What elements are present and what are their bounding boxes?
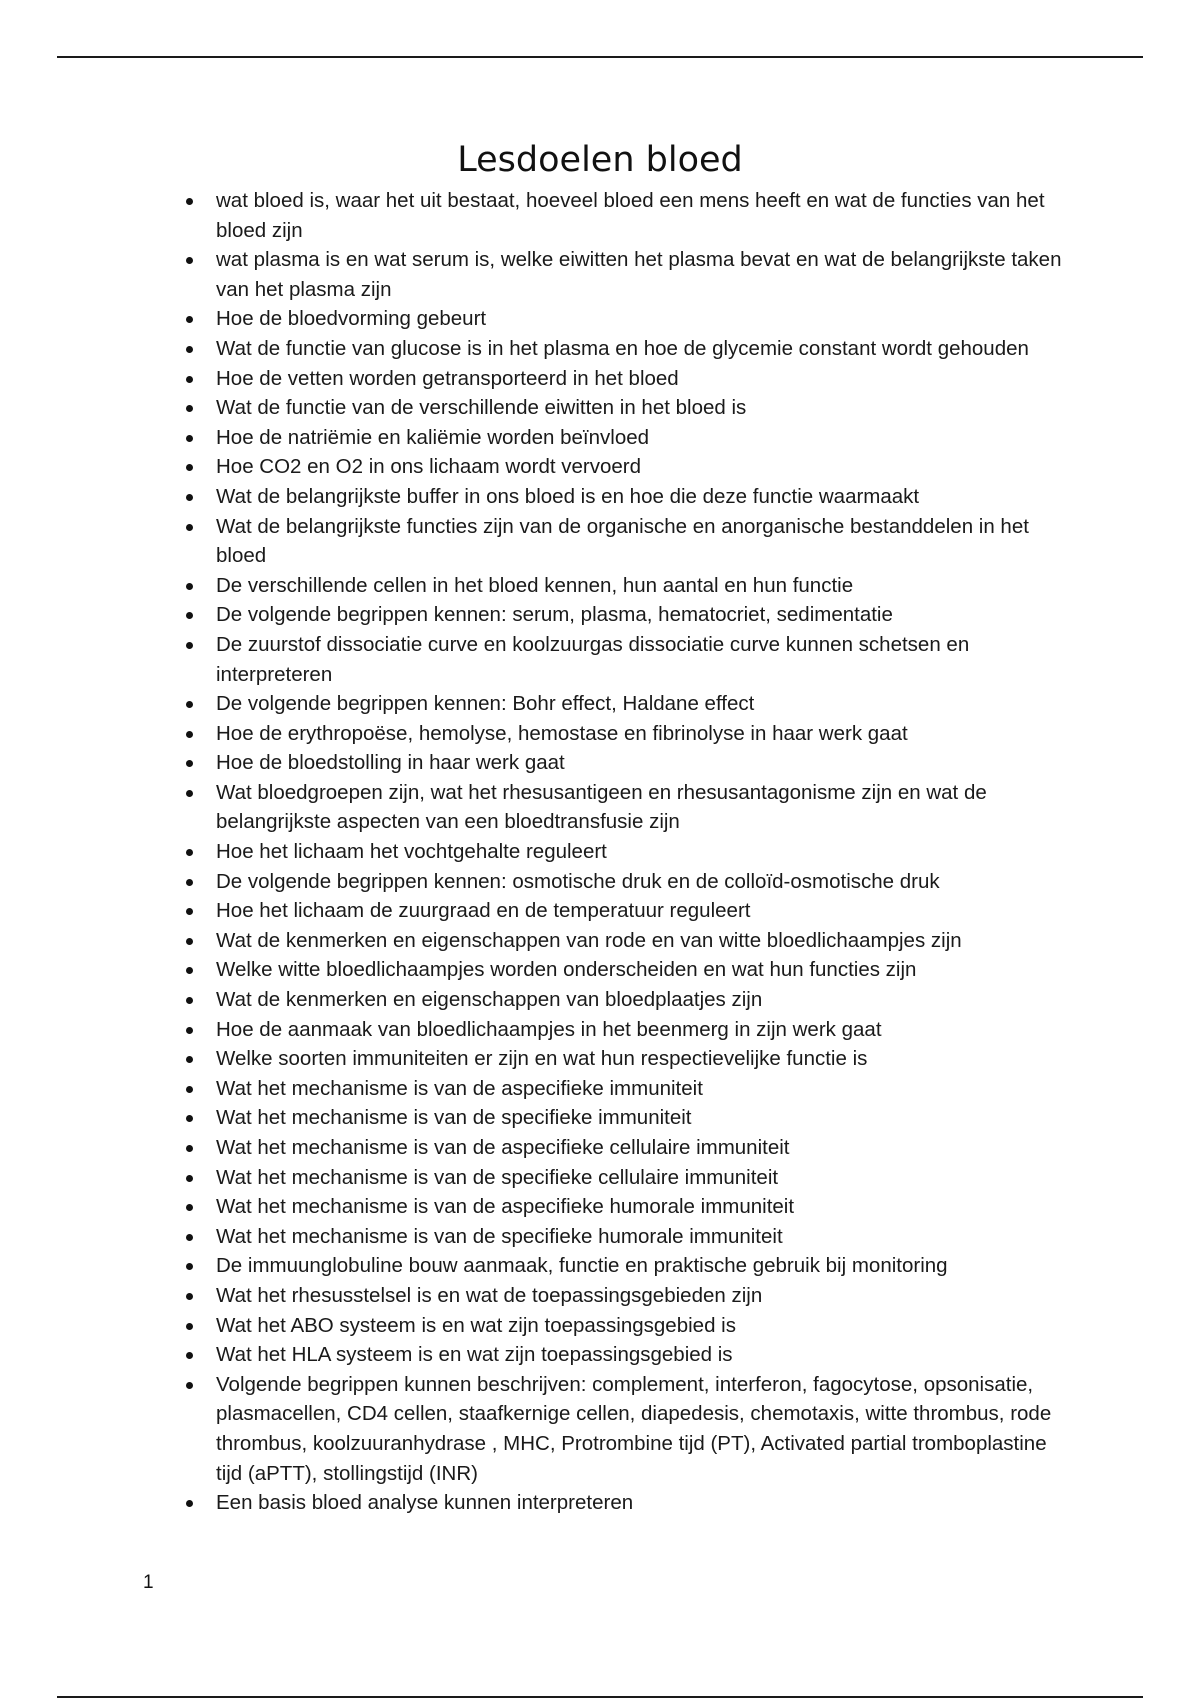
goal-item: Hoe CO2 en O2 in ons lichaam wordt vervoerd [216,452,1076,482]
goal-item: De verschillende cellen in het bloed kennen, hun aantal en hun functie [216,571,1076,601]
goal-item: wat bloed is, waar het uit bestaat, hoeveel bloed een mens heeft en wat de functies van het bloed zijn [216,186,1076,245]
goal-item: Wat het mechanisme is van de aspecifieke immuniteit [216,1074,1076,1104]
goal-item: Wat bloedgroepen zijn, wat het rhesusantigeen en rhesusantagonisme zijn en wat de belangrijkste aspecten van een bloedtransfusie zijn [216,778,1076,837]
page-number: 1 [143,1572,154,1593]
footer-rule [57,1696,1143,1698]
goal-item: Wat de kenmerken en eigenschappen van rode en van witte bloedlichaampjes zijn [216,926,1076,956]
goal-item: De zuurstof dissociatie curve en koolzuurgas dissociatie curve kunnen schetsen en interpreteren [216,630,1076,689]
goal-item: Wat het mechanisme is van de specifieke immuniteit [216,1103,1076,1133]
goal-item: Welke witte bloedlichaampjes worden onderscheiden en wat hun functies zijn [216,955,1076,985]
goal-item: De volgende begrippen kennen: osmotische druk en de colloïd-osmotische druk [216,867,1076,897]
page-title: Lesdoelen bloed [457,140,743,180]
goal-item: Hoe het lichaam de zuurgraad en de temperatuur reguleert [216,896,1076,926]
goal-item: Wat het mechanisme is van de specifieke humorale immuniteit [216,1222,1076,1252]
goal-item: Hoe de vetten worden getransporteerd in het bloed [216,364,1076,394]
goal-item: Hoe het lichaam het vochtgehalte reguleert [216,837,1076,867]
goal-item: Hoe de aanmaak van bloedlichaampjes in het beenmerg in zijn werk gaat [216,1015,1076,1045]
goal-item: Wat de functie van glucose is in het plasma en hoe de glycemie constant wordt gehouden [216,334,1076,364]
goal-item: De volgende begrippen kennen: Bohr effect, Haldane effect [216,689,1076,719]
goal-item: Volgende begrippen kunnen beschrijven: complement, interferon, fagocytose, opsonisatie, plasmacellen, CD4 cellen, staafkernige cellen, diapedesis, chemotaxis, witte thrombus, rode thrombus, koolzuuranhydrase , MHC, Protrombine tijd (PT), Activated partial tromboplastine tijd (aPTT), stollingstijd (INR) [216,1370,1076,1488]
goal-item: Een basis bloed analyse kunnen interpreteren [216,1488,1076,1518]
goal-item: Wat de functie van de verschillende eiwitten in het bloed is [216,393,1076,423]
goal-item: wat plasma is en wat serum is, welke eiwitten het plasma bevat en wat de belangrijkste taken van het plasma zijn [216,245,1076,304]
goal-item: Hoe de bloedvorming gebeurt [216,304,1076,334]
header-rule [57,56,1143,58]
goal-item: Wat de kenmerken en eigenschappen van bloedplaatjes zijn [216,985,1076,1015]
goal-item: Wat de belangrijkste functies zijn van de organische en anorganische bestanddelen in het bloed [216,512,1076,571]
learning-goals-list [216,186,1076,1518]
goal-item: Hoe de erythropoëse, hemolyse, hemostase en fibrinolyse in haar werk gaat [216,719,1076,749]
goal-item: Wat het rhesusstelsel is en wat de toepassingsgebieden zijn [216,1281,1076,1311]
goal-item: De volgende begrippen kennen: serum, plasma, hematocriet, sedimentatie [216,600,1076,630]
goal-item: De immuunglobuline bouw aanmaak, functie en praktische gebruik bij monitoring [216,1251,1076,1281]
goal-item: Wat het mechanisme is van de aspecifieke humorale immuniteit [216,1192,1076,1222]
goal-item: Wat de belangrijkste buffer in ons bloed is en hoe die deze functie waarmaakt [216,482,1076,512]
goal-item: Wat het mechanisme is van de specifieke cellulaire immuniteit [216,1163,1076,1193]
goal-item: Hoe de bloedstolling in haar werk gaat [216,748,1076,778]
goal-item: Welke soorten immuniteiten er zijn en wat hun respectievelijke functie is [216,1044,1076,1074]
goal-item: Wat het HLA systeem is en wat zijn toepassingsgebied is [216,1340,1076,1370]
goal-item: Wat het mechanisme is van de aspecifieke cellulaire immuniteit [216,1133,1076,1163]
goal-item: Hoe de natriëmie en kaliëmie worden beïnvloed [216,423,1076,453]
goal-item: Wat het ABO systeem is en wat zijn toepassingsgebied is [216,1311,1076,1341]
